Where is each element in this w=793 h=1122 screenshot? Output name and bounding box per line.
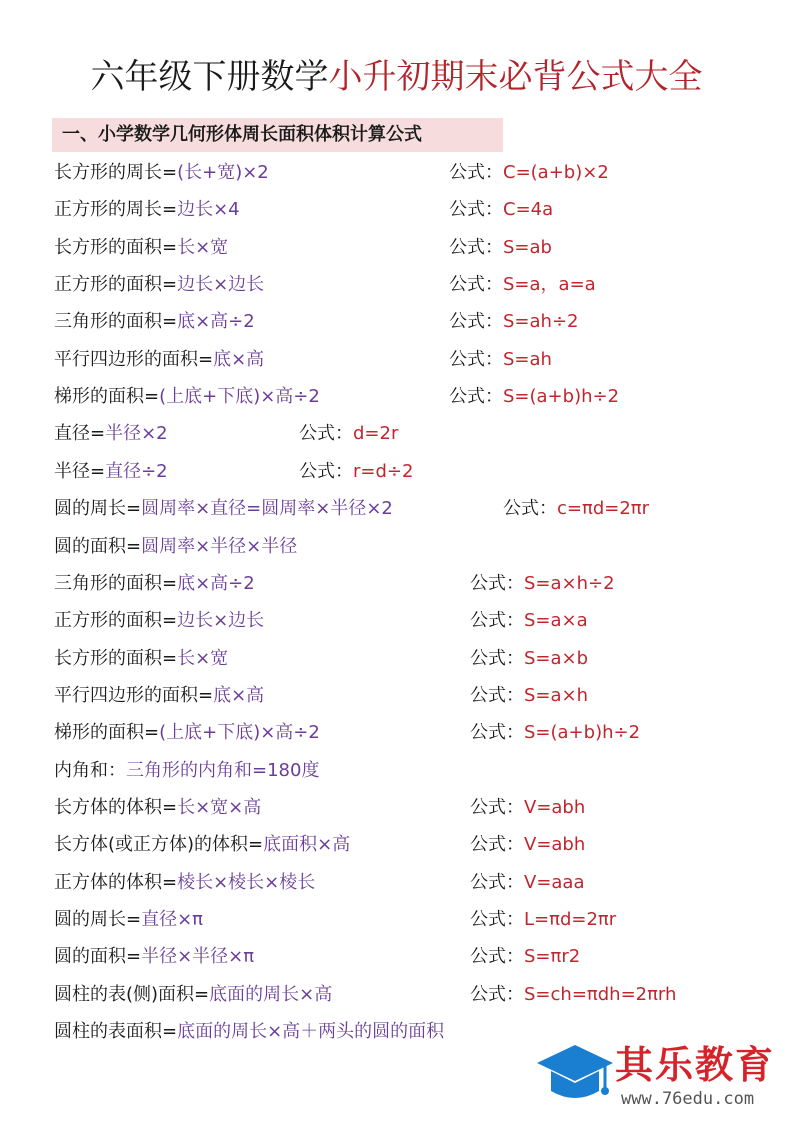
formula-value: S=a×h÷2 (524, 572, 615, 594)
title-part-2: 小升初期末必背公式大全 (328, 57, 703, 97)
formula-name: 长方形的周长= (54, 162, 178, 183)
formula-row (0, 754, 793, 788)
formula-row (0, 156, 793, 190)
formula-label (54, 567, 255, 601)
formula-symbolic (470, 978, 676, 1012)
formula-name: 正方形的面积= (54, 274, 178, 296)
formula-name: 正方形的面积= (54, 610, 178, 632)
title-part-1: 六年级下册数学 (90, 57, 329, 97)
formula-name: 正方体的体积= (54, 871, 178, 893)
formula-expression: 底×高÷2 (177, 311, 255, 333)
formula-prefix: 公式： (449, 386, 503, 408)
formula-row (0, 866, 793, 900)
formula-row (0, 791, 793, 825)
formula-label (54, 530, 297, 564)
formula-symbolic (470, 679, 588, 713)
formula-symbolic (449, 193, 553, 227)
formula-expression: 圆周率×直径=圆周率×半径×2 (141, 498, 393, 520)
formula-label (54, 380, 320, 414)
formula-value: S=ah÷2 (503, 311, 579, 333)
formula-expression: 底×高÷2 (177, 572, 255, 594)
formula-value: S=a×a (524, 610, 588, 632)
formula-expression: 边长×边长 (177, 274, 265, 296)
formula-name: 直径= (54, 423, 106, 445)
formula-label (54, 417, 168, 451)
formula-label (54, 604, 264, 638)
formula-value: S=ab (503, 236, 552, 258)
formula-row (0, 268, 793, 302)
formula-expression: 长×宽 (177, 236, 229, 258)
formula-name: 内角和： (54, 759, 126, 781)
formula-value: r=d÷2 (353, 460, 414, 482)
formula-prefix: 公式： (470, 871, 524, 893)
formula-name: 梯形的面积= (54, 386, 160, 408)
formula-expression: 边长×边长 (177, 610, 265, 632)
formula-row (0, 716, 793, 750)
formula-row (0, 343, 793, 377)
formula-row (0, 978, 793, 1012)
formula-label (54, 193, 240, 227)
formula-symbolic (470, 866, 585, 900)
formula-label (54, 455, 168, 489)
formula-prefix: 公式： (470, 946, 524, 968)
formula-label (54, 305, 255, 339)
formula-prefix: 公式： (299, 423, 353, 445)
formula-symbolic (449, 268, 596, 302)
formula-expression: 底面的周长×高 (209, 983, 333, 1005)
formula-row (0, 492, 793, 526)
formula-prefix: 公式： (449, 311, 503, 333)
formula-row (0, 380, 793, 414)
formula-prefix: 公式： (470, 983, 524, 1005)
formula-symbolic (470, 642, 588, 676)
formula-expression: (上底+下底)×高÷2 (159, 722, 320, 744)
formula-value: L=πd=2πr (524, 909, 617, 930)
formula-name: 三角形的面积= (54, 572, 178, 594)
formula-prefix: 公式： (470, 834, 524, 856)
formula-label (54, 791, 261, 825)
formula-label (54, 231, 228, 265)
formula-expression: 长×宽 (177, 647, 229, 669)
formula-label (54, 754, 319, 788)
formula-expression: 圆周率×半径×半径 (141, 535, 298, 557)
formula-name: 圆柱的表面积= (54, 1021, 178, 1043)
formula-label (54, 268, 264, 302)
formula-row (0, 903, 793, 937)
formula-symbolic (470, 604, 588, 638)
formula-value: S=a×h (524, 684, 589, 706)
formula-name: 圆柱的表(侧)面积= (54, 983, 210, 1005)
formula-value: S=(a+b)h÷2 (524, 722, 641, 744)
formula-symbolic (503, 492, 649, 526)
formula-symbolic (299, 455, 413, 489)
page-title (0, 52, 793, 102)
formula-value: V=aaa (524, 871, 585, 893)
formula-label (54, 1015, 444, 1049)
formula-prefix: 公式： (449, 274, 503, 296)
formula-row (0, 642, 793, 676)
formula-value: S=a，a=a (503, 274, 596, 296)
formula-expression: 底×高 (213, 348, 265, 370)
formula-expression: (上底+下底)×高÷2 (159, 386, 320, 408)
section-heading: 一、小学数学几何形体周长面积体积计算公式 (62, 124, 422, 145)
formula-expression: 直径÷2 (105, 460, 168, 482)
formula-symbolic (470, 903, 616, 937)
formula-label (54, 679, 264, 713)
formula-expression: 底面积×高 (263, 834, 351, 856)
formula-value: d=2r (353, 423, 399, 445)
formula-value: C=4a (503, 199, 554, 221)
formula-label (54, 492, 393, 526)
formula-row (0, 231, 793, 265)
formula-name: 圆的周长= (54, 498, 142, 520)
formula-expression: 半径×半径×π (141, 946, 255, 968)
formula-value: S=a×b (524, 647, 589, 669)
formula-row (0, 940, 793, 974)
formula-name: 长方体(或正方体)的体积= (54, 834, 264, 856)
formula-name: 圆的面积= (54, 946, 142, 968)
formula-name: 半径= (54, 460, 106, 482)
formula-name: 平行四边形的面积= (54, 348, 214, 370)
formula-symbolic (449, 156, 609, 190)
formula-expression: 棱长×棱长×棱长 (177, 871, 316, 893)
formula-label (54, 642, 228, 676)
formula-row (0, 417, 793, 451)
brand-url: www.76edu.com (621, 1089, 755, 1109)
formula-value: c=πd=2πr (557, 498, 650, 520)
formula-expression: 底面的周长×高＋两头的圆的面积 (177, 1021, 445, 1043)
formula-name: 圆的周长= (54, 909, 142, 930)
formula-symbolic (470, 791, 585, 825)
formula-value: C=(a+b)×2 (503, 162, 609, 183)
formula-name: 长方形的面积= (54, 236, 178, 258)
formula-symbolic (449, 343, 552, 377)
formula-value: S=ch=πdh=2πrh (524, 983, 677, 1005)
formula-expression: 直径×π (141, 909, 204, 930)
formula-prefix: 公式： (470, 610, 524, 632)
formula-label (54, 866, 315, 900)
formula-name: 平行四边形的面积= (54, 684, 214, 706)
formula-row (0, 828, 793, 862)
formula-prefix: 公式： (449, 162, 503, 183)
formula-prefix: 公式： (470, 684, 524, 706)
formula-value: S=(a+b)h÷2 (503, 386, 620, 408)
formula-value: S=πr2 (524, 946, 581, 968)
formula-name: 长方形的面积= (54, 647, 178, 669)
brand-name: 其乐教育 (615, 1043, 776, 1087)
formula-symbolic (470, 940, 580, 974)
formula-prefix: 公式： (299, 460, 353, 482)
formula-name: 梯形的面积= (54, 722, 160, 744)
formula-row (0, 193, 793, 227)
formula-name: 长方体的体积= (54, 796, 178, 818)
formula-prefix: 公式： (449, 348, 503, 370)
formula-prefix: 公式： (470, 909, 524, 930)
formula-expression: 底×高 (213, 684, 265, 706)
formula-label (54, 343, 264, 377)
formula-symbolic (470, 567, 615, 601)
formula-value: V=abh (524, 796, 586, 818)
formula-expression: 边长×4 (177, 199, 240, 221)
formula-symbolic (449, 380, 619, 414)
formula-prefix: 公式： (470, 572, 524, 594)
formula-prefix: 公式： (470, 722, 524, 744)
formula-prefix: 公式： (449, 199, 503, 221)
formula-prefix: 公式： (470, 796, 524, 818)
formula-symbolic (299, 417, 398, 451)
formula-label (54, 903, 203, 937)
section-heading-band (52, 118, 503, 152)
formula-name: 圆的面积= (54, 535, 142, 557)
formula-name: 三角形的面积= (54, 311, 178, 333)
formula-expression: 三角形的内角和=180度 (126, 759, 320, 781)
formula-label (54, 828, 350, 862)
brand-logo (535, 1035, 793, 1122)
formula-row (0, 604, 793, 638)
formula-row (0, 305, 793, 339)
formula-expression: 长×宽×高 (177, 796, 262, 818)
formula-value: S=ah (503, 348, 552, 370)
formula-name: 正方形的周长= (54, 199, 178, 221)
formula-label (54, 978, 332, 1012)
formula-expression: 半径×2 (105, 423, 168, 445)
formula-prefix: 公式： (470, 647, 524, 669)
formula-label (54, 156, 269, 190)
formula-row (0, 530, 793, 564)
formula-prefix: 公式： (503, 498, 557, 520)
formula-prefix: 公式： (449, 236, 503, 258)
formula-row (0, 567, 793, 601)
formula-value: V=abh (524, 834, 586, 856)
formula-row (0, 679, 793, 713)
formula-row (0, 455, 793, 489)
formula-symbolic (449, 305, 578, 339)
formula-label (54, 716, 320, 750)
formula-symbolic (470, 828, 585, 862)
formula-label (54, 940, 254, 974)
formula-symbolic (449, 231, 552, 265)
formula-symbolic (470, 716, 640, 750)
formula-expression: (长+宽)×2 (177, 162, 269, 183)
graduation-cap-icon (535, 1041, 615, 1111)
